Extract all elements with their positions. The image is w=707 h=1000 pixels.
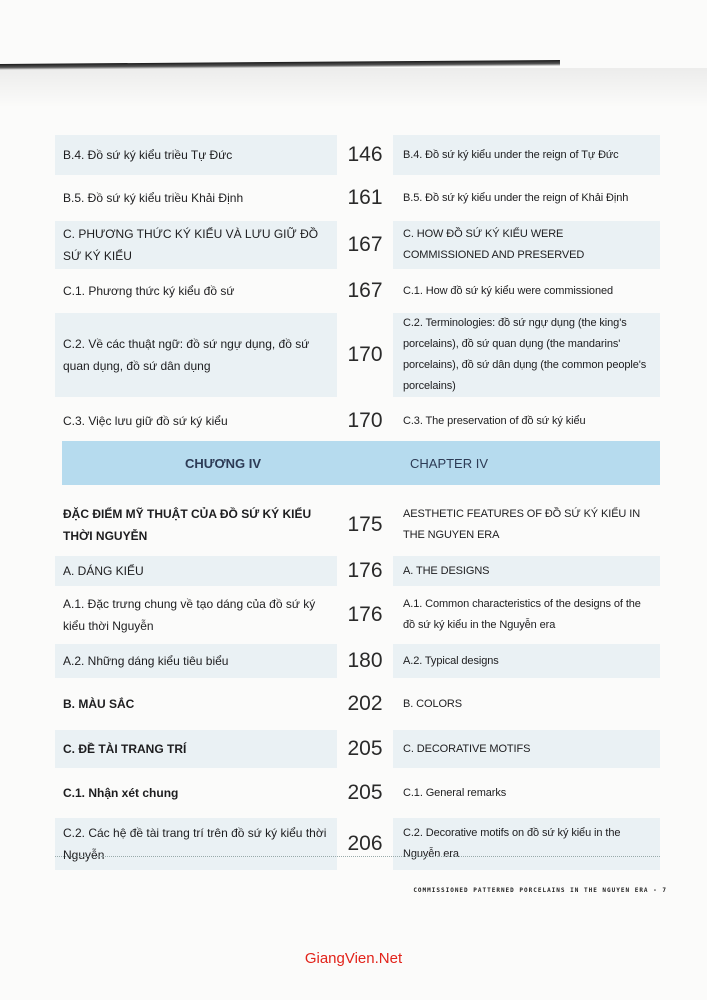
toc-page-number: 176	[347, 559, 383, 582]
toc-row	[55, 556, 660, 586]
toc-page-number: 161	[347, 186, 383, 209]
toc-entry-en: C.1. General remarks	[403, 786, 507, 799]
toc-page-number: 205	[347, 737, 383, 760]
toc-page-number: 180	[347, 649, 383, 672]
toc-entry-en: AESTHETIC FEATURES OF ĐỒ SỨ KÝ KIỂU IN THE NGUYEN ERA	[403, 508, 641, 541]
chapter-title-en: CHAPTER IV	[410, 455, 489, 471]
toc-entry-en: C. HOW ĐỒ SỨ KÝ KIỂU WERE COMMISSIONED AND PRESERVED	[393, 221, 660, 269]
toc-page-number: 170	[347, 409, 383, 432]
toc-entry-en: B.4. Đồ sứ ký kiểu under the reign of Tự Đức	[393, 135, 660, 175]
chapter-header-bar	[62, 441, 660, 485]
toc-entry-vi: C.2. Về các thuật ngữ: đồ sứ ngự dụng, đồ sứ quan dụng, đồ sứ dân dụng	[55, 313, 337, 397]
toc-page-number: 167	[347, 279, 383, 302]
page-edge-shadow	[0, 68, 707, 108]
toc-upper-section	[55, 135, 660, 445]
toc-page-number: 176	[347, 603, 383, 626]
toc-page-number: 146	[347, 143, 383, 166]
toc-entry-en: A. THE DESIGNS	[393, 556, 660, 586]
chapter-title-vi: CHƯƠNG IV	[184, 455, 262, 471]
toc-row	[55, 644, 660, 678]
toc-row	[55, 772, 660, 814]
bottom-divider	[55, 856, 660, 857]
toc-page-number: 175	[347, 513, 383, 536]
toc-entry-vi: C. PHƯƠNG THỨC KÝ KIỂU VÀ LƯU GIỮ ĐỒ SỨ KÝ KIỂU	[55, 221, 337, 269]
toc-row	[55, 179, 660, 217]
toc-page-number: 167	[347, 233, 383, 256]
toc-row	[55, 818, 660, 870]
toc-row	[55, 590, 660, 640]
toc-row	[55, 221, 660, 269]
toc-row	[55, 273, 660, 309]
toc-entry-vi: A.2. Những dáng kiểu tiêu biểu	[55, 644, 337, 678]
toc-lower-section	[55, 498, 660, 874]
toc-entry-en: B. COLORS	[403, 697, 463, 710]
toc-row	[55, 730, 660, 768]
toc-entry-en: A.2. Typical designs	[393, 644, 660, 678]
toc-entry-en: C.2. Terminologies: đồ sứ ngự dụng (the king's porcelains), đồ sứ quan dụng (the mandarins' porcelains), đồ sứ dân dụng (the common people's porcelains)	[393, 313, 660, 397]
running-footer: COMMISSIONED PATTERNED PORCELAINS IN THE NGUYEN ERA - 7	[413, 887, 667, 894]
toc-page-number: 170	[347, 343, 383, 366]
toc-page-number: 202	[347, 692, 383, 715]
toc-entry-vi: B. MÀU SẮC	[63, 697, 135, 711]
toc-entry-vi: C.1. Nhận xét chung	[63, 786, 179, 800]
toc-row	[55, 313, 660, 397]
toc-entry-en: C.1. How đồ sứ ký kiểu were commissioned	[403, 284, 613, 297]
toc-entry-vi: C.2. Các hệ đề tài trang trí trên đồ sứ ký kiểu thời Nguyễn	[55, 818, 337, 870]
toc-entry-vi: A.1. Đặc trưng chung về tạo dáng của đồ sứ ký kiểu thời Nguyễn	[63, 597, 316, 633]
toc-entry-vi: C.3. Việc lưu giữ đồ sứ ký kiểu	[63, 414, 228, 428]
toc-entry-vi: ĐẶC ĐIỂM MỸ THUẬT CỦA ĐỒ SỨ KÝ KIỂU THỜI NGUYỄN	[63, 507, 312, 543]
toc-entry-en: C.3. The preservation of đồ sứ ký kiểu	[403, 414, 586, 427]
toc-page-number: 205	[347, 781, 383, 804]
toc-entry-vi: B.5. Đồ sứ ký kiểu triều Khải Định	[63, 191, 244, 205]
toc-entry-vi: C.1. Phương thức ký kiểu đồ sứ	[63, 284, 235, 298]
toc-entry-vi: C. ĐỀ TÀI TRANG TRÍ	[55, 730, 337, 768]
toc-page-number: 206	[347, 832, 383, 855]
toc-entry-en: A.1. Common characteristics of the designs of the đồ sứ ký kiểu in the Nguyễn era	[403, 598, 641, 631]
toc-entry-en: B.5. Đồ sứ ký kiểu under the reign of Khải Định	[403, 191, 629, 204]
toc-entry-en: C.2. Decorative motifs on đồ sứ ký kiểu in the Nguyễn era	[393, 818, 660, 870]
toc-row	[55, 135, 660, 175]
toc-entry-en: C. DECORATIVE MOTIFS	[393, 730, 660, 768]
toc-row	[55, 401, 660, 441]
toc-entry-vi: A. DÁNG KIỂU	[55, 556, 337, 586]
toc-row	[55, 498, 660, 552]
watermark: GiangVien.Net	[304, 950, 403, 967]
toc-row	[55, 682, 660, 726]
toc-entry-vi: B.4. Đồ sứ ký kiểu triều Tự Đức	[55, 135, 337, 175]
